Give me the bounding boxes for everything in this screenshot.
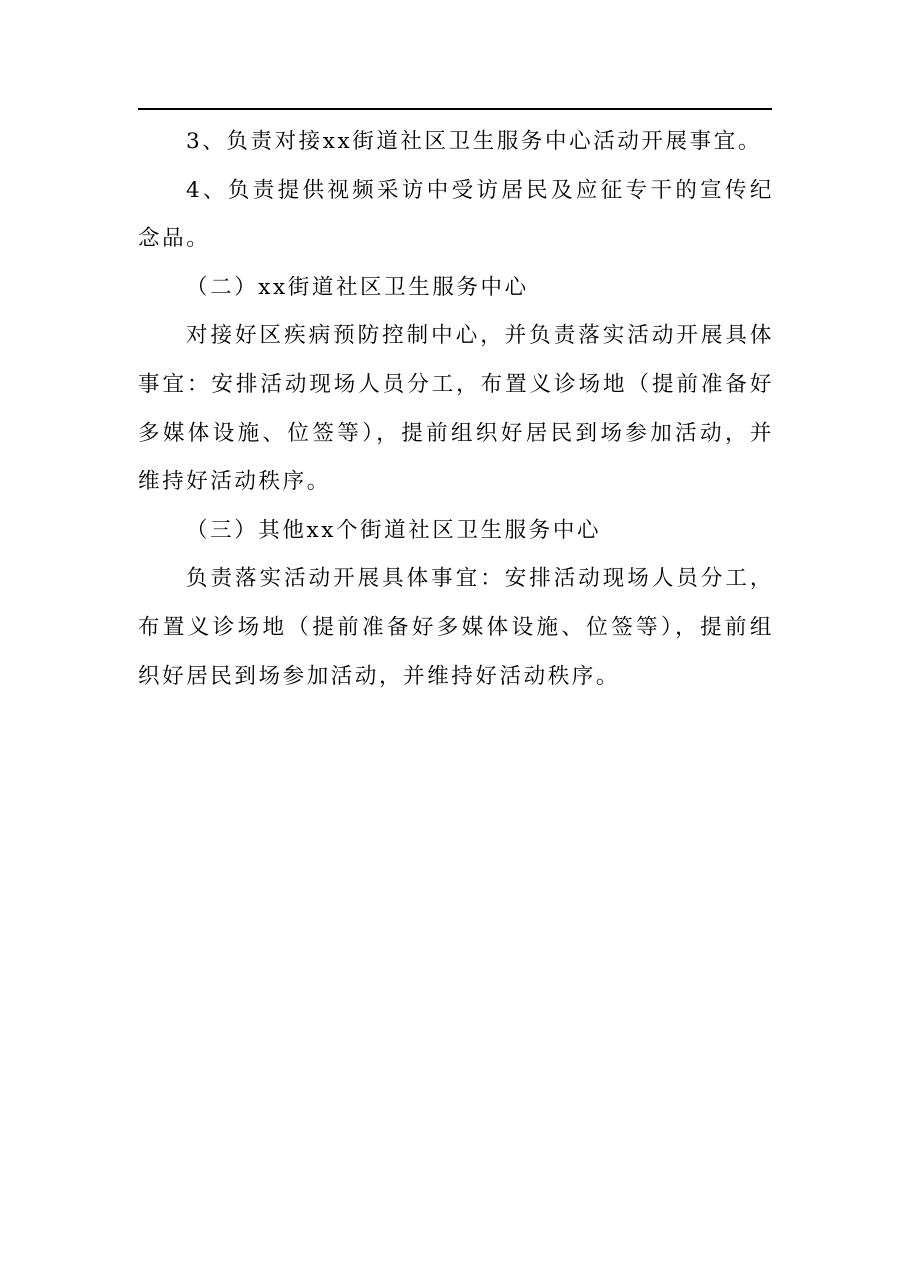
paragraph-section-2-body: 对接好区疾病预防控制中心，并负责落实活动开展具体事宜：安排活动现场人员分工，布置义诊场地（提前准备好多媒体设施、位签等），提前组织好居民到场参加活动，并维持好活动秩序。 xyxy=(138,323,774,495)
section-heading-3: （三）其他xx个街道社区卫生服务中心 xyxy=(186,517,602,543)
paragraph-item-4: 4、负责提供视频采访中受访居民及应征专干的宣传纪念品。 xyxy=(138,177,774,252)
paragraph-item-3: 3、负责对接xx街道社区卫生服务中心活动开展事宜。 xyxy=(186,129,762,154)
header-rule xyxy=(138,108,772,110)
document-body xyxy=(138,118,774,701)
section-heading-2: （二）xx街道社区卫生服务中心 xyxy=(186,274,529,300)
paragraph-section-3-body: 负责落实活动开展具体事宜：安排活动现场人员分工，布置义诊场地（提前准备好多媒体设施、位签等），提前组织好居民到场参加活动，并维持好活动秩序。 xyxy=(138,566,774,689)
